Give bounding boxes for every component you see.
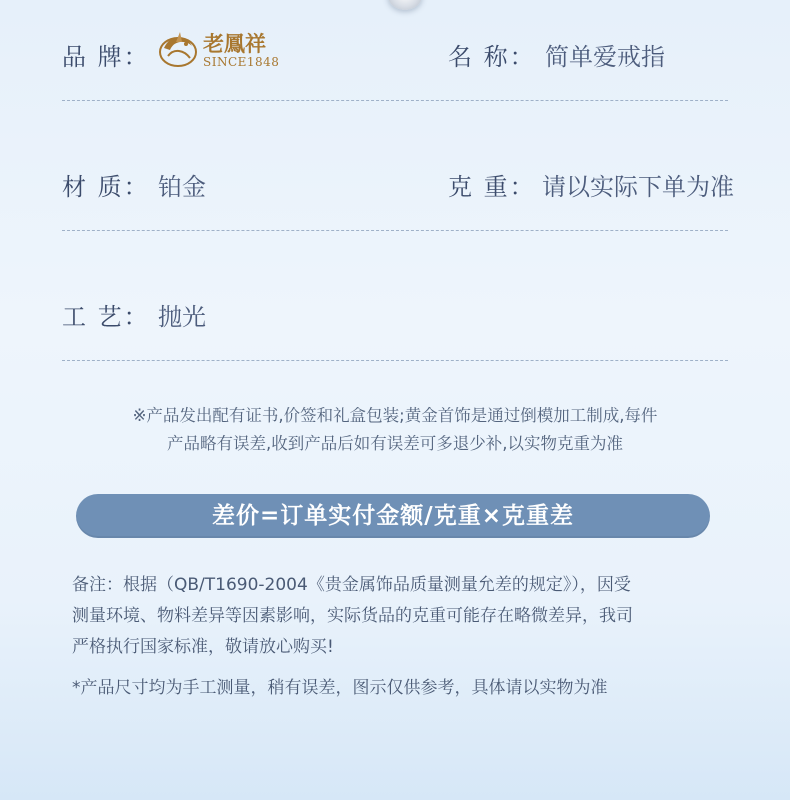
material-label: 材 质：	[62, 173, 150, 201]
price-difference-formula-bar	[76, 494, 710, 538]
top-decoration	[388, 0, 422, 10]
notice-line-2: 产品略有误差,收到产品后如有误差可多退少补,以实物克重为准	[167, 434, 623, 453]
brand-logo	[156, 28, 280, 72]
remarks	[72, 570, 722, 663]
remarks-line-1: 备注：根据（QB/T1690-2004《贵金属饰品质量测量允差的规定》），因受	[72, 575, 631, 595]
weight-value: 请以实际下单为准	[542, 173, 734, 201]
remarks-line-2: 测量环境、物料差异等因素影响，实际货品的克重可能存在略微差异，我司	[72, 606, 633, 626]
remarks-line-3: 严格执行国家标准，敬请放心购买!	[72, 637, 334, 657]
spec-row-material	[0, 152, 790, 212]
formula-text: 差价=订单实付金额/克重×克重差	[212, 503, 574, 529]
brand-logo-since: SINCE1848	[203, 55, 280, 69]
packaging-notice	[0, 402, 790, 458]
name-label: 名 称：	[448, 43, 536, 71]
spec-row-brand	[0, 22, 790, 82]
phoenix-emblem-icon	[156, 28, 200, 72]
brand-label: 品 牌：	[62, 43, 150, 71]
divider	[62, 100, 728, 101]
material-value: 铂金	[158, 173, 206, 201]
weight-label: 克 重：	[448, 173, 536, 201]
craft-label: 工 艺：	[62, 303, 150, 331]
brand-logo-name: 老鳳祥	[203, 31, 266, 56]
notice-line-1: ※产品发出配有证书,价签和礼盒包装;黄金首饰是通过倒模加工制成,每件	[132, 406, 658, 425]
spec-row-craft	[0, 282, 790, 342]
divider	[62, 230, 728, 231]
name-value: 简单爱戒指	[545, 43, 665, 71]
divider	[62, 360, 728, 361]
size-footnote: *产品尺寸均为手工测量，稍有误差，图示仅供参考，具体请以实物为准	[72, 678, 608, 698]
craft-value: 抛光	[158, 303, 206, 331]
